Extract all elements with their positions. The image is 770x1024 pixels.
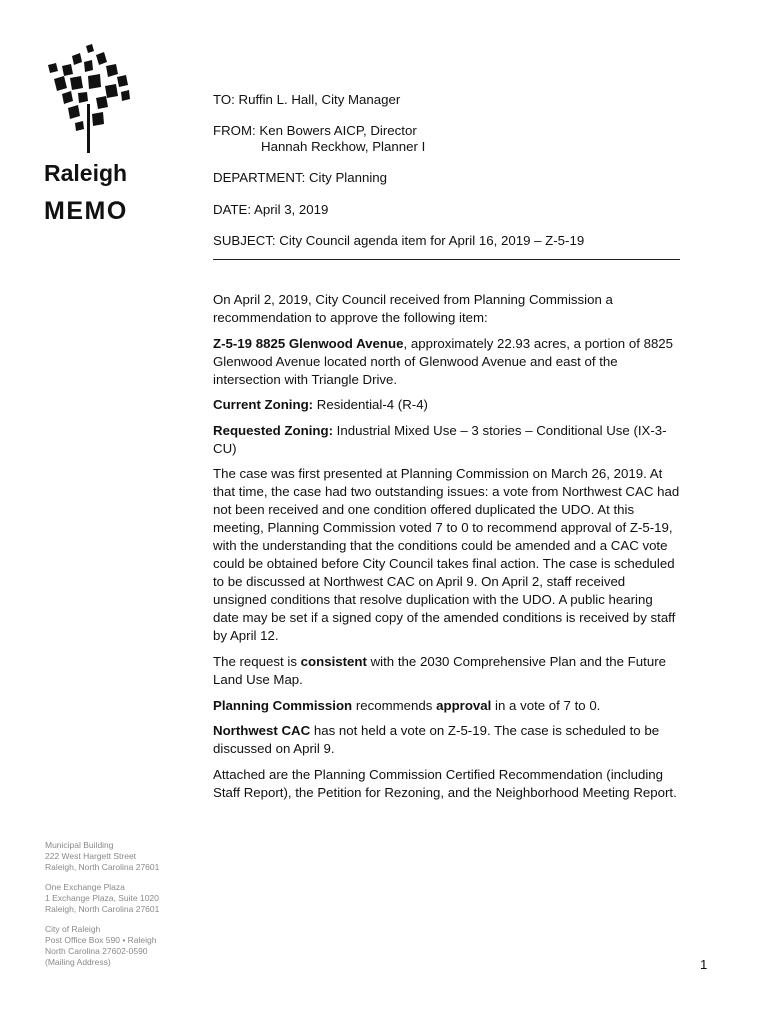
- subject-value: City Council agenda item for April 16, 2019 – Z-5-19: [279, 233, 585, 248]
- from-label: FROM:: [213, 123, 256, 138]
- body-line: by April 12.: [213, 628, 279, 644]
- case-history-paragraph: [213, 465, 679, 645]
- page-number: 1: [700, 957, 708, 972]
- memo-body: [213, 291, 679, 809]
- address-block-municipal: [45, 840, 159, 873]
- department-label: DEPARTMENT:: [213, 170, 306, 185]
- planning-commission-label: Planning Commission: [213, 697, 353, 713]
- body-line: date may be set if a signed copy of the amended conditions is received by staff: [213, 610, 676, 626]
- body-line: [213, 722, 679, 740]
- body-line: discussed on April 9.: [213, 741, 335, 757]
- address-line: One Exchange Plaza: [45, 881, 125, 892]
- oak-tree-icon: [40, 40, 135, 160]
- northwest-cac-label: Northwest CAC: [213, 723, 311, 739]
- planning-commission-text: recommends: [355, 697, 433, 713]
- body-line: Attached are the Planning Commission Certified Recommendation (including: [213, 766, 663, 782]
- body-line: unsigned conditions that resolve duplication with the UDO. A public hearing: [213, 592, 653, 608]
- document-type-title: MEMO: [44, 197, 128, 225]
- address-line: (Mailing Address): [45, 956, 111, 967]
- to-field: [213, 91, 400, 109]
- body-line: [213, 697, 679, 715]
- from-value-second: Hannah Reckhow, Planner I: [261, 139, 426, 154]
- body-line: recommendation to approve the following item:: [213, 310, 488, 325]
- date-value: April 3, 2019: [254, 202, 329, 217]
- consistency-emphasis: consistent: [300, 653, 367, 669]
- address-line: 222 West Hargett Street: [45, 850, 137, 861]
- intro-paragraph: [213, 291, 679, 327]
- address-block-exchange-plaza: [45, 882, 159, 915]
- consistency-paragraph: [213, 653, 679, 689]
- header-divider: [213, 259, 680, 260]
- brand-name: Raleigh: [44, 160, 128, 186]
- body-line: not been received and one condition offered duplicated the UDO. At this: [213, 502, 635, 518]
- body-line: [213, 335, 679, 353]
- item-paragraph: [213, 335, 679, 389]
- to-label: TO:: [213, 92, 235, 107]
- body-line: [213, 422, 679, 440]
- body-line: that time, the case had two outstanding issues: a vote from Northwest CAC had: [213, 484, 680, 500]
- department-field: [213, 169, 387, 187]
- planning-commission-text: in a vote of 7 to 0.: [495, 697, 601, 713]
- northwest-cac-paragraph: [213, 722, 679, 758]
- body-line: [213, 653, 679, 671]
- body-line: Staff Report), the Petition for Rezoning, and the Neighborhood Meeting Report.: [213, 784, 677, 800]
- body-line: could be obtained before City Council takes final action. The case is scheduled: [213, 556, 675, 572]
- address-line: Raleigh, North Carolina 27601: [45, 903, 160, 914]
- date-field: [213, 201, 328, 219]
- from-value: Ken Bowers AICP, Director: [259, 123, 417, 138]
- body-line: CU): [213, 440, 237, 456]
- body-line: with the understanding that the conditions could be amended and a CAC vote: [213, 538, 668, 554]
- northwest-cac-text: has not held a vote on Z-5-19. The case is scheduled to be: [313, 723, 660, 739]
- address-line: Post Office Box 590 • Raleigh: [45, 934, 157, 945]
- attachments-paragraph: [213, 766, 679, 802]
- approval-emphasis: approval: [436, 697, 492, 713]
- consistency-text: with the 2030 Comprehensive Plan and the Future: [370, 653, 666, 669]
- date-label: DATE:: [213, 202, 252, 217]
- body-line: meeting, Planning Commission voted 7 to 0 to recommend approval of Z-5-19,: [213, 520, 673, 536]
- current-zoning-label: Current Zoning:: [213, 397, 314, 413]
- requested-zoning-value: Industrial Mixed Use – 3 stories – Conditional Use (IX-3-: [336, 422, 667, 438]
- consistency-text: The request is: [213, 653, 297, 669]
- address-line: North Carolina 27602-0590: [45, 945, 148, 956]
- body-line: [213, 396, 679, 414]
- body-line: to be discussed at Northwest CAC on April 9. On April 2, staff received: [213, 574, 626, 590]
- planning-commission-paragraph: [213, 697, 679, 715]
- item-title: Z-5-19 8825 Glenwood Avenue: [213, 335, 404, 351]
- to-value: Ruffin L. Hall, City Manager: [238, 92, 401, 107]
- body-line: intersection with Triangle Drive.: [213, 371, 398, 387]
- department-value: City Planning: [308, 170, 388, 185]
- current-zoning-value: Residential-4 (R-4): [316, 397, 428, 413]
- requested-zoning-label: Requested Zoning:: [213, 422, 333, 438]
- current-zoning-paragraph: [213, 396, 679, 414]
- address-line: City of Raleigh: [45, 923, 101, 934]
- address-line: Raleigh, North Carolina 27601: [45, 861, 160, 872]
- body-line: On April 2, 2019, City Council received from Planning Commission a: [213, 292, 613, 307]
- body-line: The case was first presented at Planning Commission on March 26, 2019. At: [213, 466, 663, 482]
- address-line: 1 Exchange Plaza, Suite 1020: [45, 892, 159, 903]
- body-line: Land Use Map.: [213, 671, 303, 687]
- subject-label: SUBJECT:: [213, 233, 276, 248]
- subject-field: [213, 232, 584, 250]
- address-block-mailing: [45, 924, 157, 968]
- item-text: , approximately 22.93 acres, a portion of 8825: [403, 335, 674, 351]
- requested-zoning-paragraph: [213, 422, 679, 458]
- body-line: Glenwood Avenue located north of Glenwood Avenue and east of the: [213, 353, 618, 369]
- address-line: Municipal Building: [45, 839, 114, 850]
